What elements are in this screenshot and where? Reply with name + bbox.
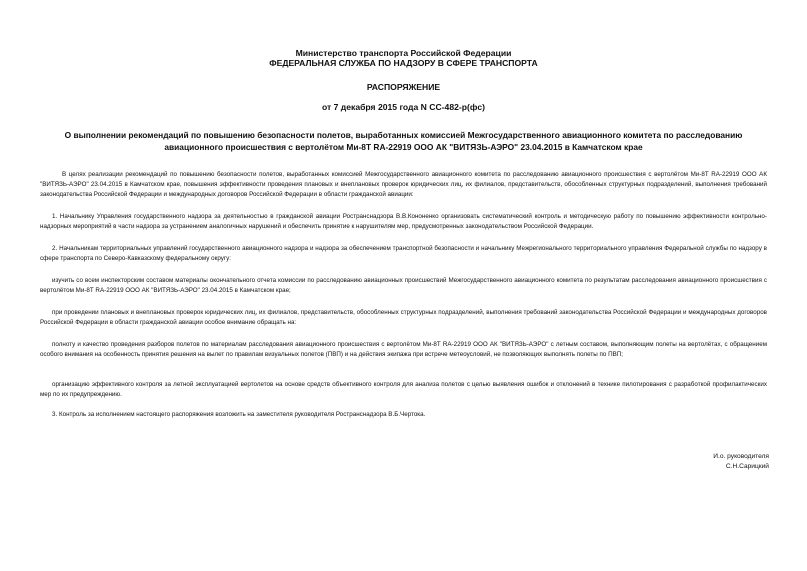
item-1-paragraph: 1. Начальнику Управления государственного надзора за деятельностью в гражданской авиации Ространснадзора В.В.Кононенко организовать систематический контроль и методическую работу по повышению эффективности контрольно-надзорных мероприятий в части надзора за устранением аналогичных нарушений и обеспечить принятие к нарушителям мер, предусмотренных законодательством Российской Федерации. bbox=[40, 213, 767, 230]
ministry-name: Министерство транспорта Российской Федерации bbox=[295, 48, 512, 58]
document-type: РАСПОРЯЖЕНИЕ bbox=[366, 82, 441, 92]
document-date-number: от 7 декабря 2015 года N СС-482-р(фс) bbox=[321, 102, 486, 112]
item-3-paragraph: 3. Контроль за исполнением настоящего распоряжения возложить на заместителя руководителя Ространснадзора В.Б.Чертока. bbox=[52, 411, 426, 418]
document-title-line1: О выполнении рекомендаций по повышению безопасности полетов, выработанных комиссией Межгосударственного авиационного комитета по расследованию bbox=[64, 130, 743, 140]
document-title-line2: авиационного происшествия с вертолётом Ми-8Т RA-22919 ООО АК "ВИТЯЗЬ-АЭРО" 23.04.2015 в Камчатском крае bbox=[164, 142, 643, 152]
item-2-paragraph: 2. Начальникам территориальных управлений государственного авиационного надзора и надзора за обеспечением транспортной безопасности и начальнику Межрегионального территориального управления Федеральной службы по надзору в сфере транспорта по Северо-Кавказскому федеральному округу: bbox=[40, 245, 767, 262]
signatory-position: И.о. руководителя bbox=[713, 453, 769, 460]
subitem-flight-analysis: полноту и качество проведения разборов полетов по материалам расследования авиационного происшествия с вертолётом Ми-8Т RA-22919 ООО АК "ВИТЯЗЬ-АЭРО" с летным составом, выполняющим полеты на вертолётах, с обращением особого внимания на особенность принятия решения на вылет по правилам визуальных полетов (ПВП) и на действия экипажа при встрече метеоусловий, не позволяющих выполнять полеты по ПВП; bbox=[40, 341, 767, 358]
signatory-name: С.Н.Сарицкий bbox=[725, 463, 769, 470]
agency-name: ФЕДЕРАЛЬНАЯ СЛУЖБА ПО НАДЗОРУ В СФЕРЕ ТРАНСПОРТА bbox=[269, 58, 538, 68]
subitem-study-report: изучить со всем инспекторским составом материалы окончательного отчета комиссии по расследованию авиационных происшествий Межгосударственного авиационного комитета по результатам расследования авиационного происшествия с вертолётом Ми-8Т RA-22919 ООО АК "ВИТЯЗЬ-АЭРО" 23.04.2015 в Камчатском крае; bbox=[40, 277, 767, 294]
intro-paragraph: В целях реализации рекомендаций по повышению безопасности полетов, выработанных комиссией Межгосударственного авиационного комитета по расследованию авиационного происшествия с вертолётом Ми-8Т RA-22919 ООО АК "ВИТЯЗЬ-АЭРО" 23.04.2015 в Камчатском крае, повышения эффективности проведения плановых и внеплановых проверок юридических лиц, их филиалов, представительств, обособленных структурных подразделений, выполнения требований законодательства Российской Федерации и международных договоров Российской Федерации в области гражданской авиации: bbox=[40, 171, 767, 198]
subitem-objective-control: организацию эффективного контроля за летной эксплуатацией вертолетов на основе средств объективного контроля для анализа полетов с целью выявления ошибок и отклонений в технике пилотирования с разработкой профилактических мер по их предупреждению. bbox=[40, 381, 767, 398]
subitem-inspections: при проведении плановых и внеплановых проверок юридических лиц, их филиалов, представительств, обособленных структурных подразделений, выполнения требований законодательства Российской Федерации и международных договоров Российской Федерации в области гражданской авиации особое внимание обращать на: bbox=[40, 309, 767, 326]
